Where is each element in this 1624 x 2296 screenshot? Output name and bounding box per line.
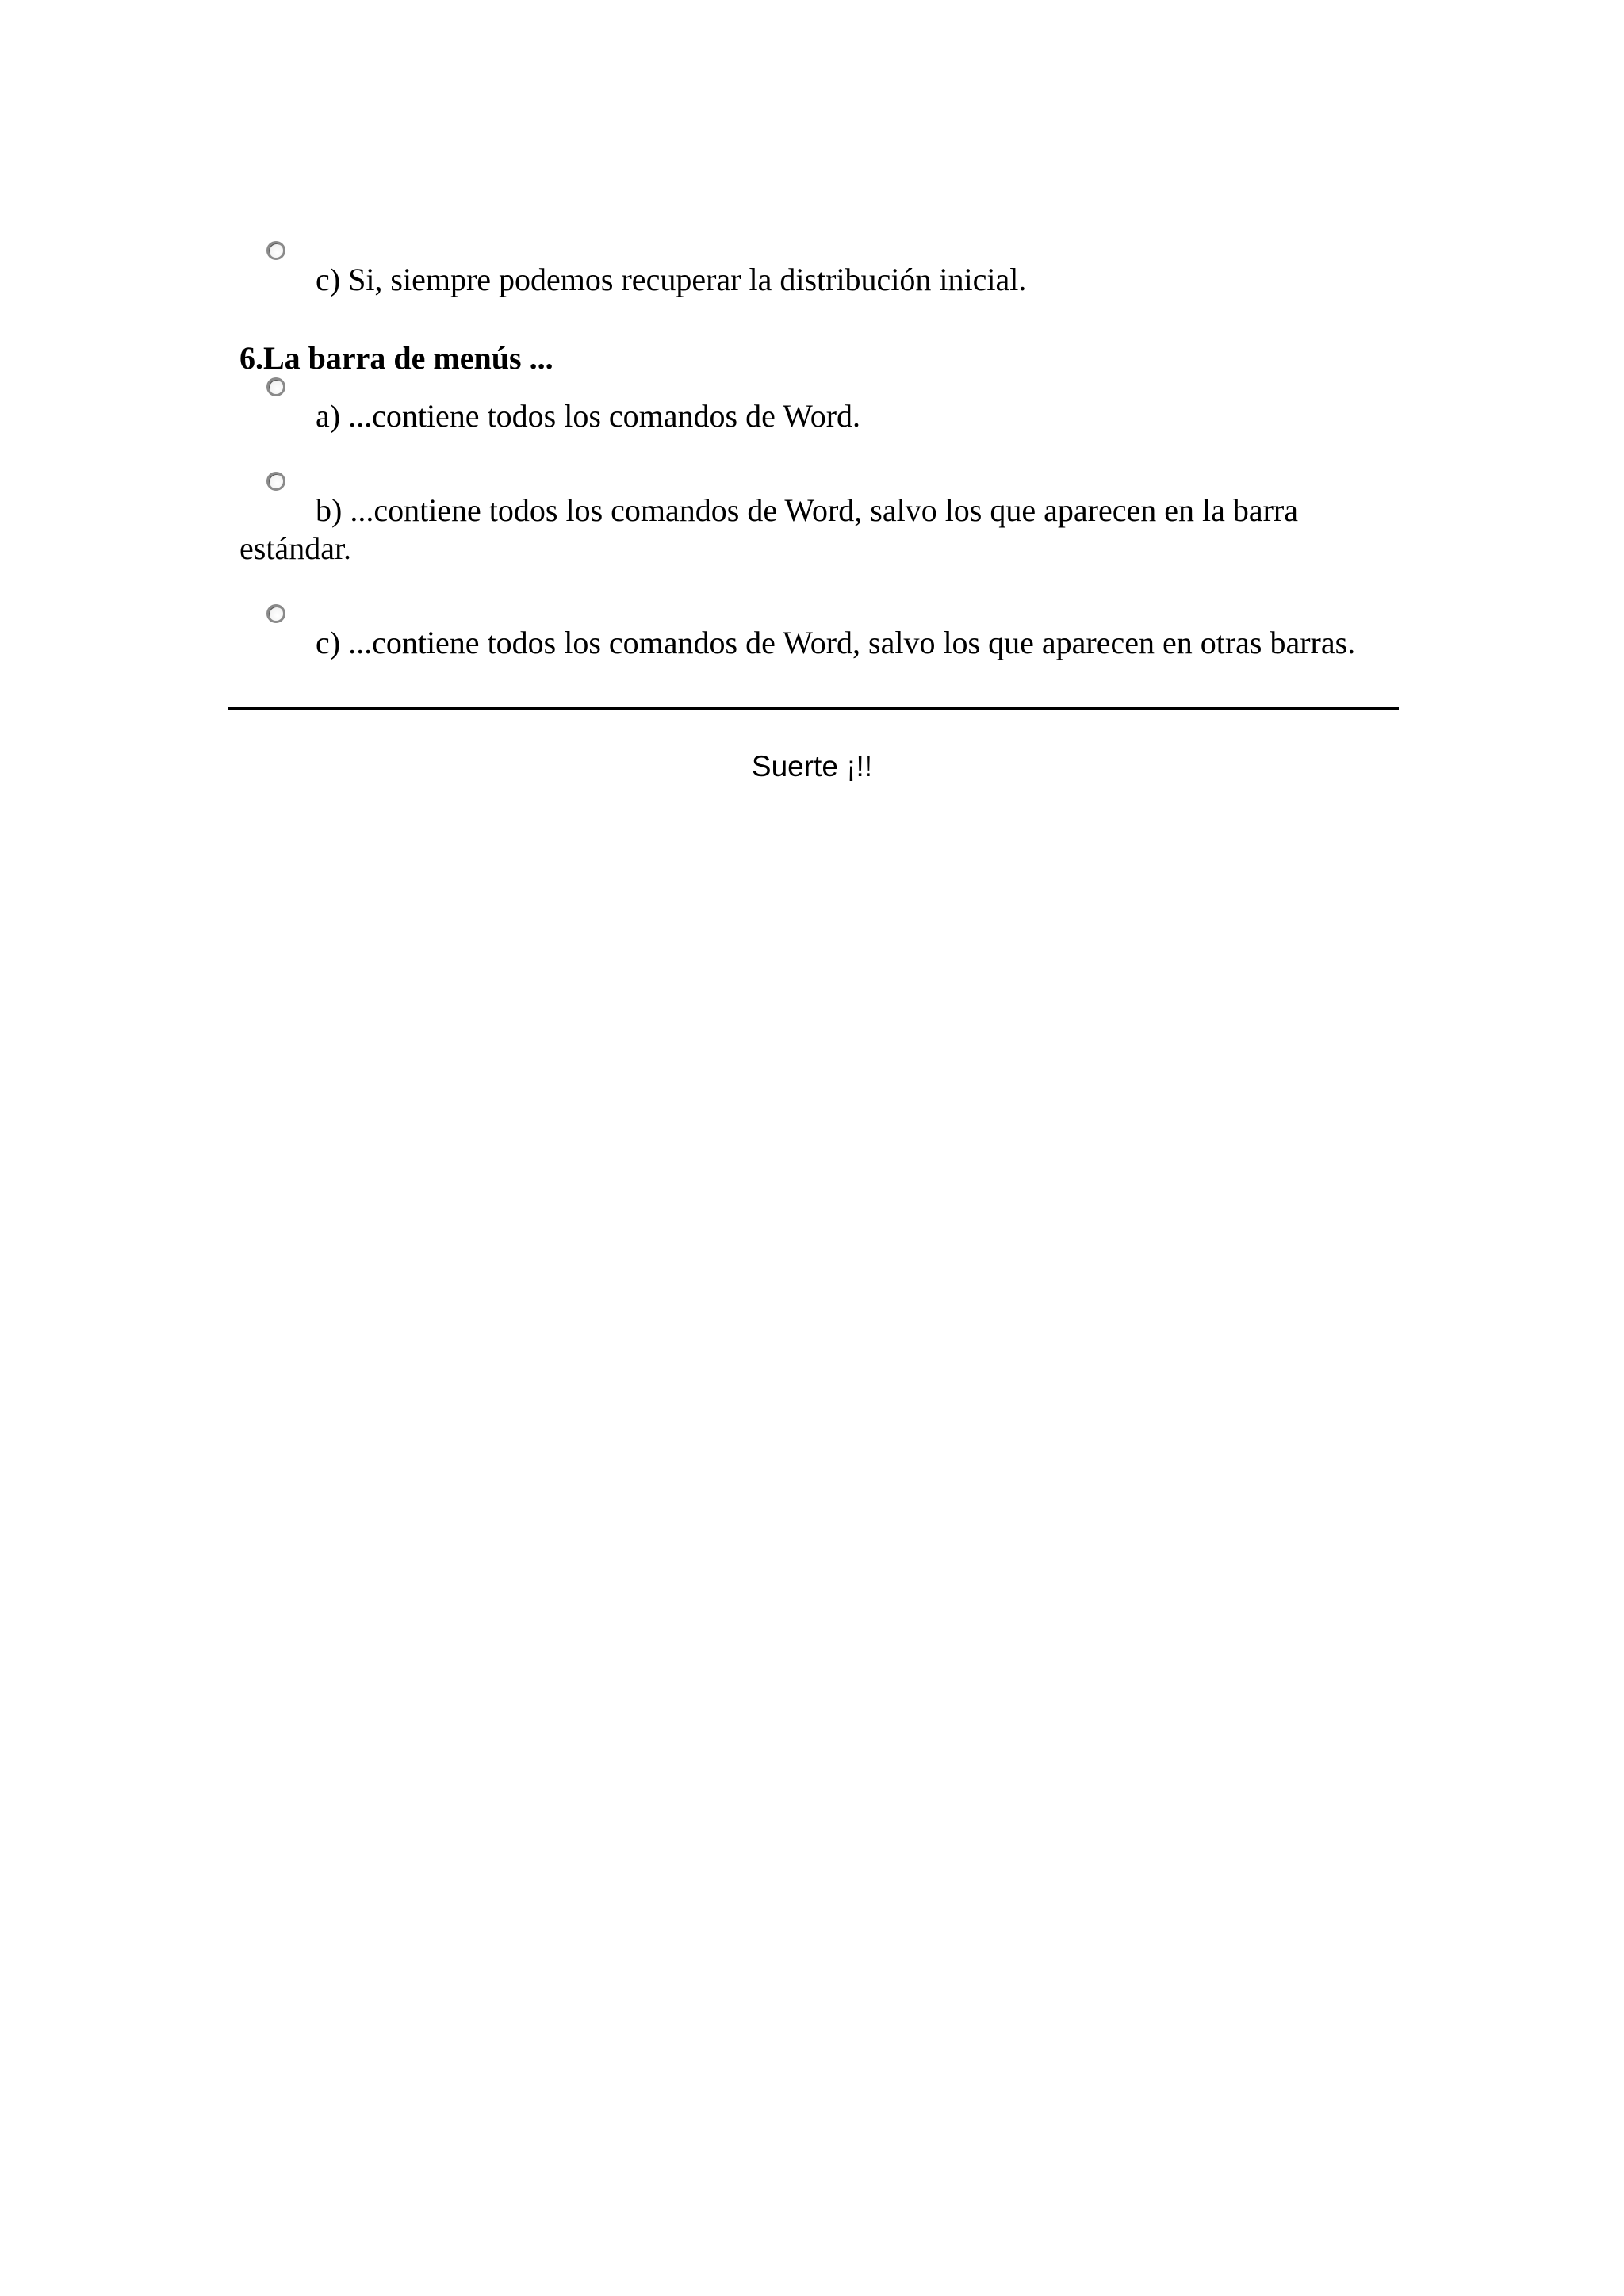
radio-button-q6-c[interactable]	[239, 622, 316, 653]
q6-option-c-label: c) ...contiene todos los comandos de Word, salvo los que aparecen en otras barras.	[316, 625, 1356, 660]
q6-option-b[interactable]	[239, 489, 1397, 568]
footer-message: Suerte ¡!!	[751, 750, 873, 783]
radio-button-q6-a[interactable]	[239, 395, 316, 427]
prev-option-c[interactable]	[239, 258, 1397, 299]
q6-option-c[interactable]	[239, 622, 1397, 662]
radio-icon[interactable]	[266, 241, 285, 260]
q6-option-a-label: a) ...contiene todos los comandos de Word.	[316, 398, 861, 434]
radio-icon[interactable]	[266, 377, 285, 396]
radio-icon[interactable]	[266, 604, 285, 623]
prev-option-c-label: c) Si, siempre podemos recuperar la distribución inicial.	[316, 262, 1027, 297]
q6-option-b-label: b) ...contiene todos los comandos de Word, salvo los que aparecen en la barra estándar.	[239, 492, 1298, 566]
question-6-title: 6.La barra de menús ...	[239, 340, 553, 376]
radio-button-prev-c[interactable]	[239, 258, 316, 290]
radio-icon[interactable]	[266, 472, 285, 491]
horizontal-rule	[228, 707, 1399, 710]
q6-option-a[interactable]	[239, 395, 1397, 435]
radio-button-q6-b[interactable]	[239, 489, 316, 521]
